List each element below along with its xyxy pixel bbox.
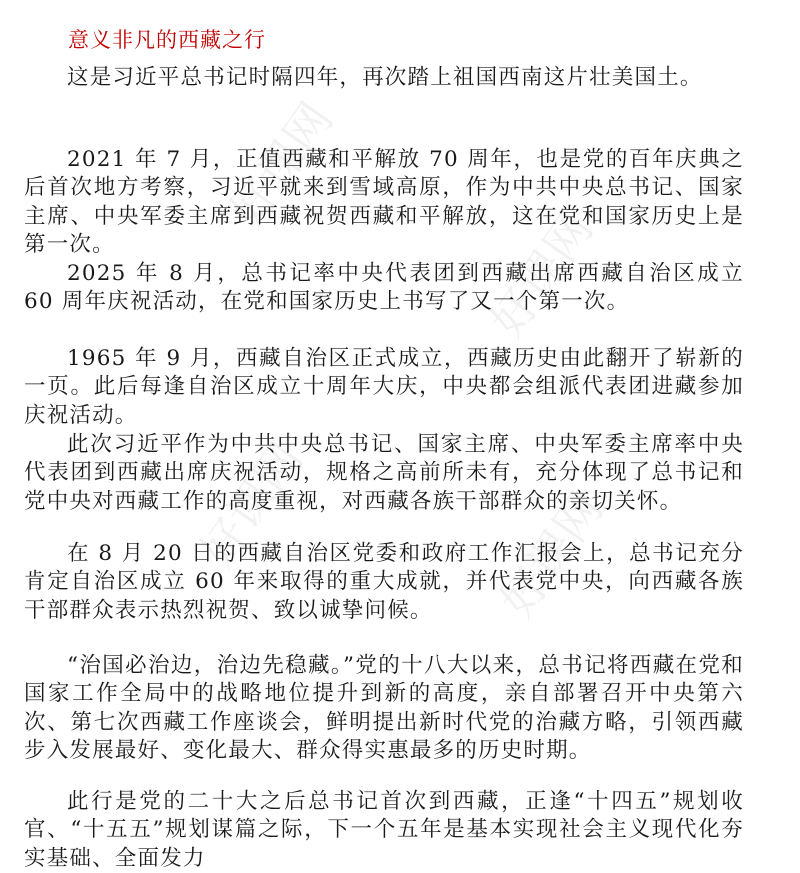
paragraph: 在 8 月 20 日的西藏自治区党委和政府工作汇报会上，总书记充分肯定自治区成立 60 年来取得的重大成就，并代表党中央，向西藏各族干部群众表示热烈祝贺、致以诚挚问候。 (24, 540, 744, 626)
paragraph: 1965 年 9 月，西藏自治区正式成立，西藏历史由此翻开了崭新的一页。此后每逢自治区成立十周年大庆，中央都会组派代表团进藏参加庆祝活动。 (24, 345, 744, 431)
paragraph: “治国必治边，治边先稳藏。”党的十八大以来，总书记将西藏在党和国家工作全局中的战略地位提升到新的高度，亲自部署召开中央第六次、第七次西藏工作座谈会，鲜明提出新时代党的治藏方略，引领西藏步入发展最好、变化最大、群众得实惠最多的历史时期。 (24, 652, 744, 766)
paragraph: 这是习近平总书记时隔四年，再次踏上祖国西南这片壮美国土。 (24, 64, 744, 93)
paragraph: 2021 年 7 月，正值西藏和平解放 70 周年，也是党的百年庆典之后首次地方考察，习近平就来到雪域高原，作为中共中央总书记、国家主席、中央军委主席到西藏祝贺西藏和平解放，这在党和国家历史上是第一次。 (24, 146, 744, 260)
paragraph: 此行是党的二十大之后总书记首次到西藏，正逢“十四五”规划收官、“十五五”规划谋篇之际，下一个五年是基本实现社会主义现代化夯实基础、全面发力 (24, 788, 744, 873)
paragraph: 2025 年 8 月，总书记率中央代表团到西藏出席西藏自治区成立 60 周年庆祝活动，在党和国家历史上书写了又一个第一次。 (24, 260, 744, 317)
watermark: 好课网 (182, 428, 315, 579)
paragraph: 此次习近平作为中共中央总书记、国家主席、中央军委主席率中央代表团到西藏出席庆祝活动，规格之高前所未有，充分体现了总书记和党中央对西藏工作的高度重视，对西藏各族干部群众的亲切关怀。 (24, 431, 744, 517)
watermark: 好课网 (482, 478, 615, 629)
watermark: 好课网 (212, 88, 345, 239)
watermark: 好课网 (472, 198, 605, 349)
document-title: 意义非凡的西藏之行 (68, 24, 266, 54)
